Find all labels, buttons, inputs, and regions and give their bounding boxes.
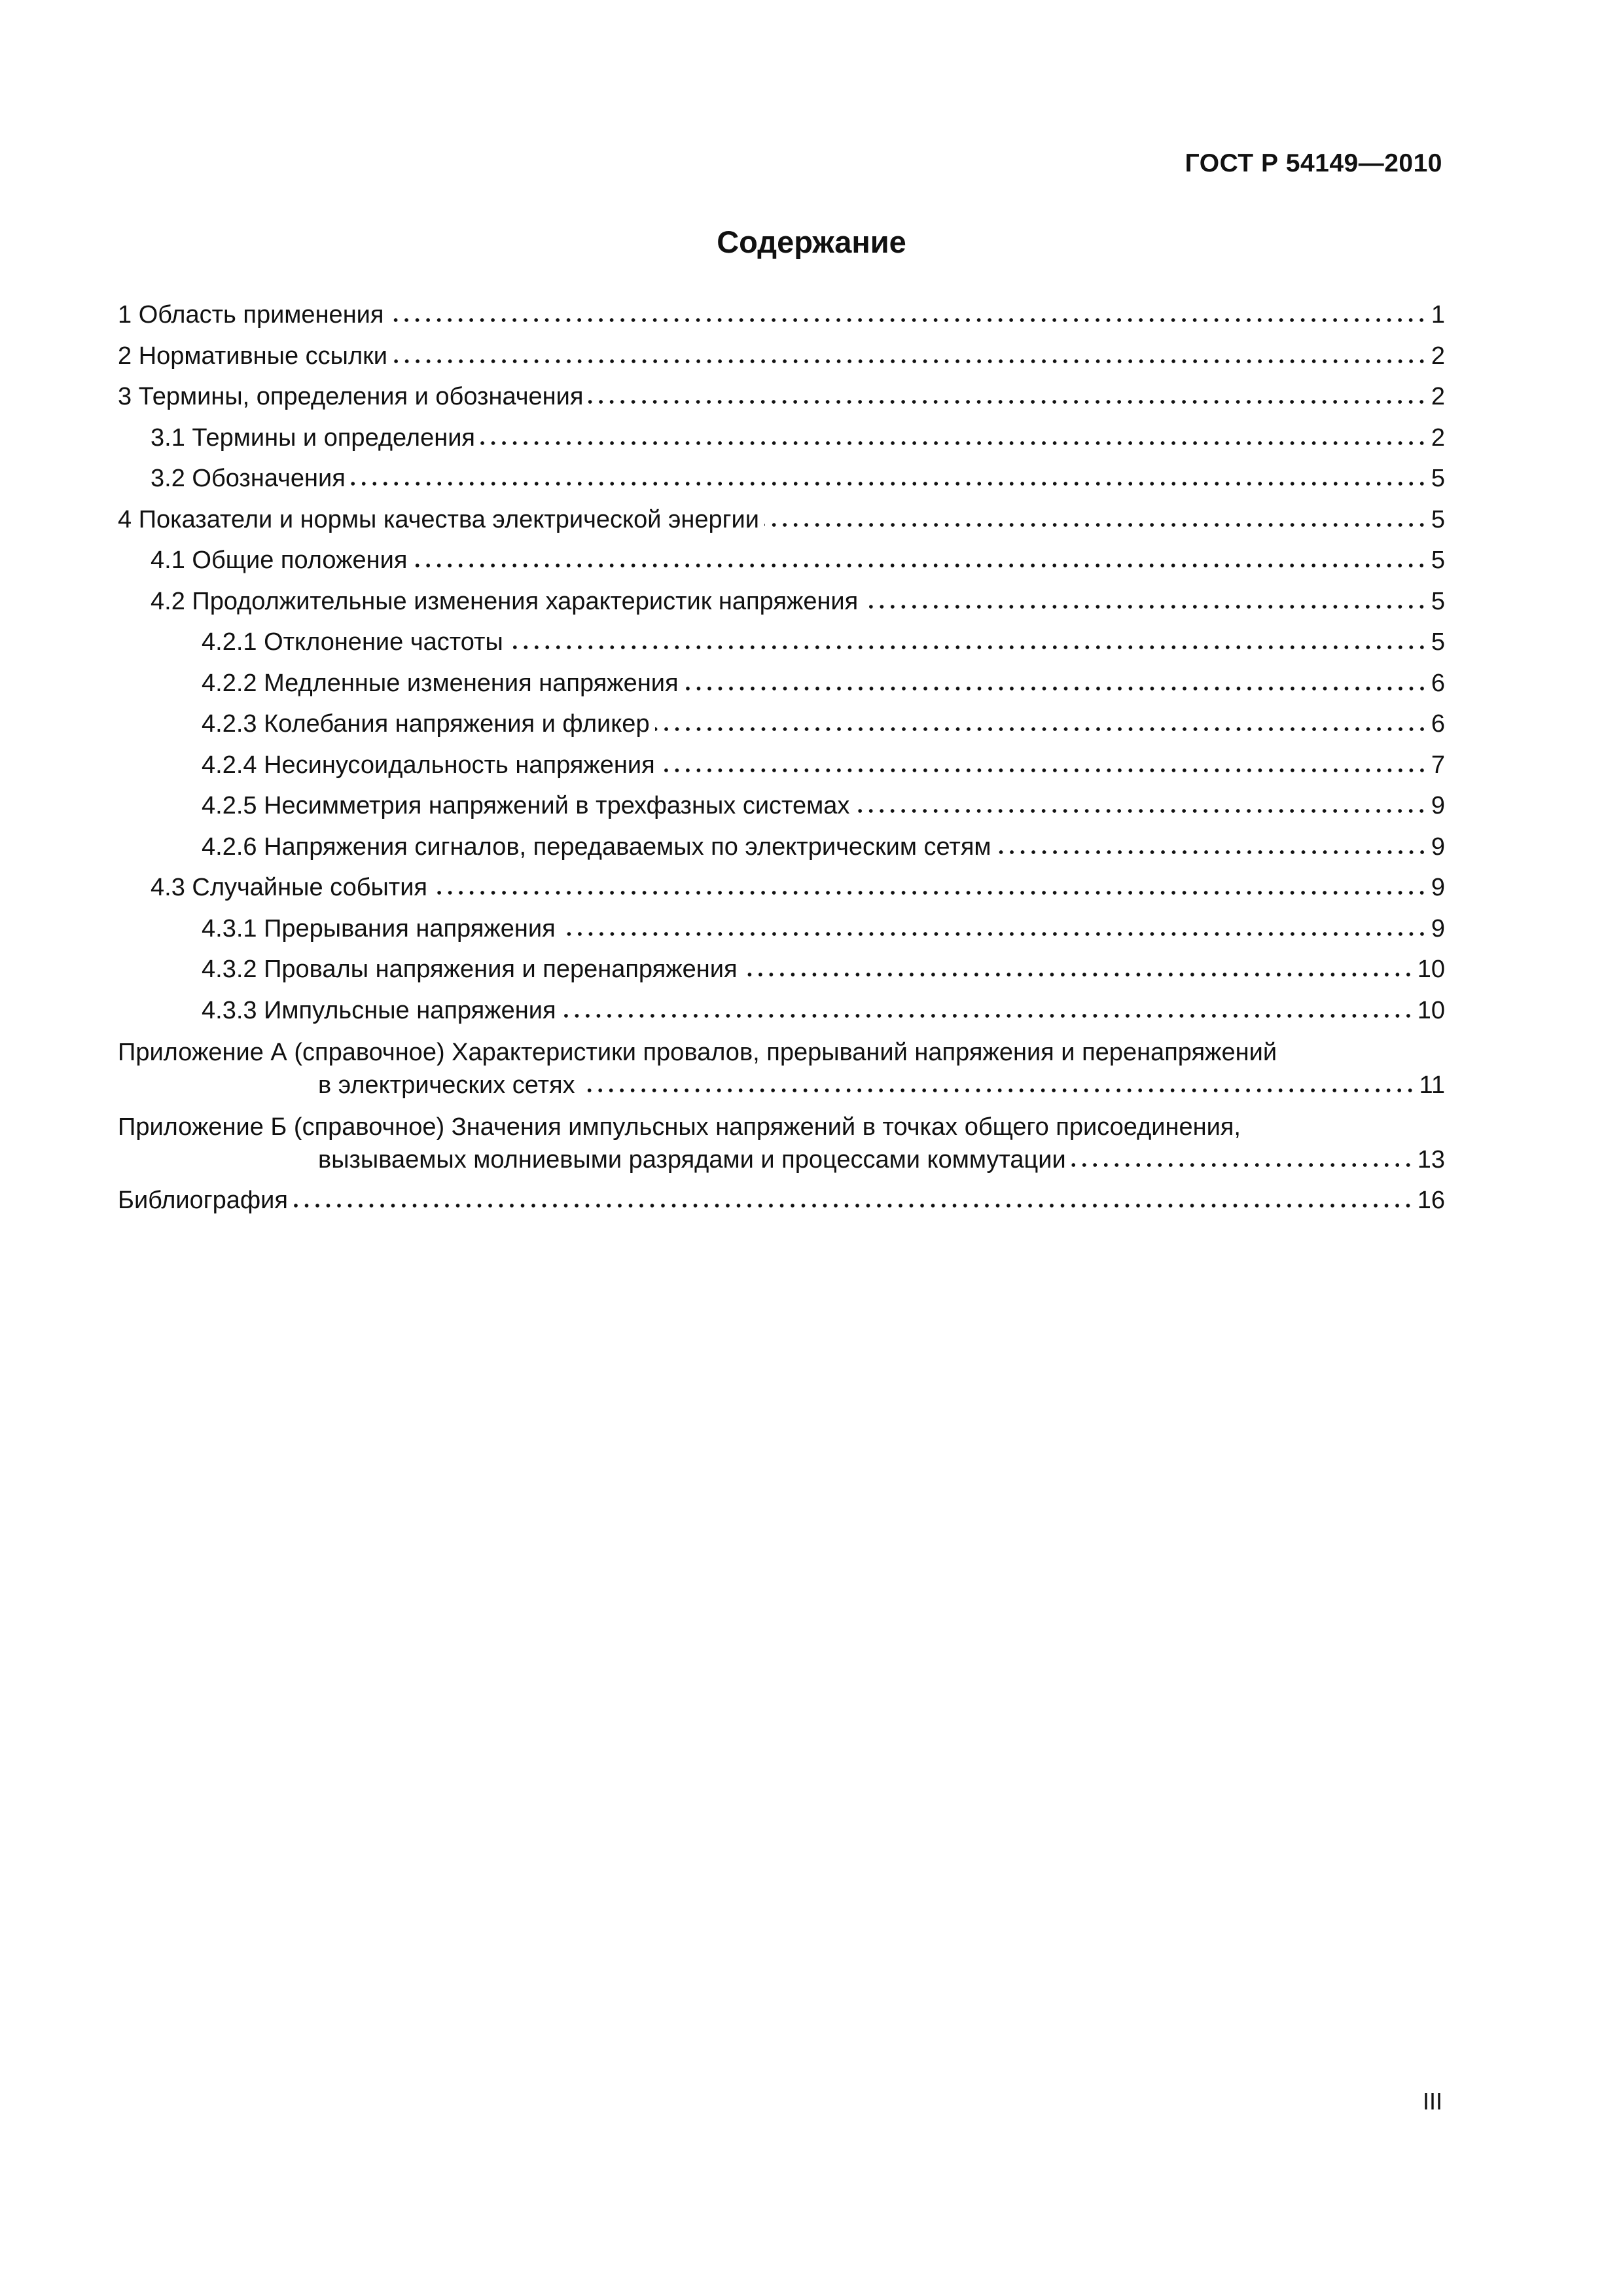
dot-leader: [561, 914, 1427, 936]
toc-entry-page: 10: [1417, 956, 1445, 983]
toc-entry-page: 16: [1417, 1187, 1445, 1214]
toc-entry-page: 5: [1431, 628, 1445, 656]
dot-leader: [684, 668, 1427, 691]
toc-entry-label: 4.2.4 Несинусоидальность напряжения: [202, 751, 655, 779]
toc-entry-page: 5: [1431, 505, 1445, 533]
toc-entry[interactable]: [118, 336, 1445, 377]
dot-leader: [1071, 1145, 1414, 1168]
toc-entry[interactable]: [118, 295, 1445, 336]
toc-entry-label: 4 Показатели и нормы качества электрической энергии: [118, 505, 759, 533]
toc-entry[interactable]: [118, 745, 1445, 786]
dot-leader: [562, 996, 1414, 1018]
toc-entry-label: 4.3.3 Импульсные напряжения: [202, 996, 556, 1024]
toc-entry-page: 5: [1431, 547, 1445, 574]
toc-entry[interactable]: [118, 908, 1445, 950]
toc-entry-label: 3.2 Обозначения: [151, 465, 346, 492]
dot-leader: [508, 628, 1427, 650]
toc-entry-label: 4.3.2 Провалы напряжения и перенапряжения: [202, 956, 738, 983]
toc-entry-label: 4.2.1 Отклонение частоты: [202, 628, 503, 656]
toc-entry-label: 4.3.1 Прерывания напряжения: [202, 914, 556, 942]
dot-leader: [855, 791, 1427, 814]
toc-entry-page: 9: [1431, 792, 1445, 819]
toc-entry[interactable]: [118, 785, 1445, 827]
page-number: III: [1422, 2088, 1442, 2115]
toc-entry-label: 4.2.2 Медленные изменения напряжения: [202, 669, 679, 697]
toc-entry[interactable]: [118, 458, 1445, 499]
toc-entry-label: 4.2 Продолжительные изменения характеристик напряжения: [151, 587, 859, 615]
toc-entry-page: 13: [1417, 1146, 1445, 1174]
toc-entry-page: 2: [1431, 423, 1445, 452]
toc-entry[interactable]: [118, 622, 1445, 663]
toc-entry-page: 9: [1431, 914, 1445, 942]
dot-leader: [997, 832, 1427, 854]
toc-entry[interactable]: [118, 663, 1445, 704]
toc-entry-label: Приложение А (справочное) Характеристики провалов, прерываний напряжения и перенапряжений: [118, 1039, 1277, 1066]
dot-leader: [480, 423, 1427, 445]
dot-leader: [393, 341, 1427, 363]
toc-entry-label: 4.3 Случайные события: [151, 874, 427, 901]
dot-leader: [293, 1186, 1414, 1208]
toc-entry-label: 4.2.6 Напряжения сигналов, передаваемых по электрическим сетям: [202, 833, 991, 861]
toc-entry[interactable]: [118, 827, 1445, 868]
toc-entry-label: Библиография: [118, 1187, 288, 1214]
toc-entry-page: 2: [1431, 383, 1445, 410]
toc-entry[interactable]: [118, 540, 1445, 581]
toc-entry[interactable]: [118, 376, 1445, 418]
dot-leader: [655, 709, 1427, 732]
dot-leader: [580, 1071, 1416, 1093]
dot-leader: [588, 382, 1427, 404]
toc-entry[interactable]: [118, 867, 1445, 908]
toc-entry[interactable]: [118, 949, 1445, 990]
toc-entry-label-continued: в электрических сетях: [318, 1071, 575, 1099]
toc-entry[interactable]: [118, 704, 1445, 745]
toc-entry[interactable]: [118, 418, 1445, 459]
document-code: ГОСТ Р 54149—2010: [1185, 149, 1442, 177]
toc-entry-page: 5: [1431, 587, 1445, 615]
toc-entry-label: 3 Термины, определения и обозначения: [118, 383, 584, 410]
dot-leader: [863, 586, 1427, 609]
dot-leader: [743, 955, 1414, 977]
toc-entry-appendix-b[interactable]: [118, 1105, 1445, 1180]
dot-leader: [433, 873, 1427, 895]
toc-entry-page: 6: [1431, 710, 1445, 738]
toc-list: [118, 295, 1445, 1031]
toc-entry-bibliography[interactable]: [118, 1180, 1445, 1221]
toc-entry-label: 1 Область применения: [118, 301, 384, 329]
toc-entry-label: 2 Нормативные ссылки: [118, 342, 387, 370]
toc-entry-page: 6: [1431, 669, 1445, 697]
toc-entry-label: 3.1 Термины и определения: [151, 423, 476, 452]
dot-leader: [412, 546, 1427, 568]
toc-entry-label: 4.2.3 Колебания напряжения и фликер: [202, 710, 650, 738]
table-of-contents: [118, 295, 1445, 1221]
toc-entry-appendix-a[interactable]: [118, 1031, 1445, 1105]
toc-entry-label: 4.2.5 Несимметрия напряжений в трехфазных системах: [202, 792, 850, 819]
toc-entry-page: 7: [1431, 751, 1445, 779]
toc-entry-page: 11: [1419, 1071, 1445, 1099]
toc-entry[interactable]: [118, 990, 1445, 1031]
dot-leader: [764, 505, 1427, 527]
toc-entry-page: 1: [1431, 301, 1445, 329]
toc-entry-page: 9: [1431, 833, 1445, 861]
toc-entry-page: 5: [1431, 465, 1445, 492]
toc-entry[interactable]: [118, 581, 1445, 622]
toc-entry-page: 10: [1417, 996, 1445, 1024]
toc-entry-label: Приложение Б (справочное) Значения импульсных напряжений в точках общего присоединения,: [118, 1113, 1241, 1141]
toc-entry[interactable]: [118, 499, 1445, 541]
toc-entry-page: 2: [1431, 342, 1445, 370]
dot-leader: [660, 750, 1427, 772]
toc-entry-label: 4.1 Общие положения: [151, 547, 408, 574]
toc-entry-label-continued: вызываемых молниевыми разрядами и процессами коммутации: [318, 1146, 1066, 1174]
toc-entry-page: 9: [1431, 874, 1445, 901]
dot-leader: [351, 464, 1427, 486]
dot-leader: [389, 300, 1427, 323]
toc-title: Содержание: [717, 224, 906, 259]
